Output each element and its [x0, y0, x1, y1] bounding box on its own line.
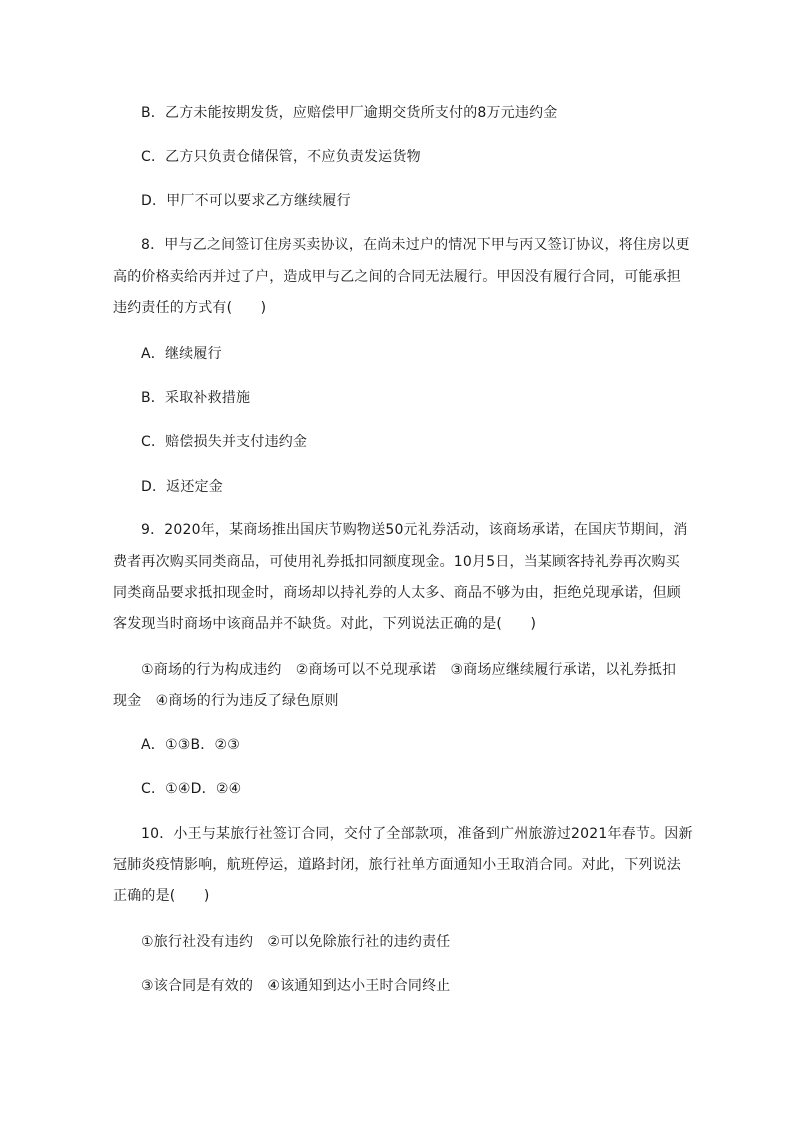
q10-statements-line-1: ①旅行社没有违约 ②可以免除旅行社的违约责任	[141, 934, 451, 950]
q8-option-b: B．采取补救措施	[141, 390, 251, 406]
q10-stem-line-3: 正确的是( )	[113, 888, 210, 904]
q9-options-ab: A．①③B．②③	[141, 737, 240, 753]
q7-option-c: C．乙方只负责仓储保管，不应负责发运货物	[141, 149, 421, 165]
q9-options-cd: C．①④D．②④	[141, 781, 242, 797]
q10-stem-line-2: 冠肺炎疫情影响，航班停运，道路封闭，旅行社单方面通知小王取消合同。对此，下列说法	[113, 857, 681, 873]
q9-statements-line-2: 现金 ④商场的行为违反了绿色原则	[113, 693, 339, 709]
q8-option-a: A．继续履行	[141, 346, 222, 362]
q8-option-d: D．返还定金	[141, 479, 223, 495]
q8-stem-line-1: 8．甲与乙之间签订住房买卖协议，在尚未过户的情况下甲与丙又签订协议，将住房以更	[141, 237, 690, 253]
q10-stem-line-1: 10．小王与某旅行社签订合同，交付了全部款项，准备到广州旅游过2021年春节。因新	[141, 826, 693, 842]
q9-statements-line-1: ①商场的行为构成违约 ②商场可以不兑现承诺 ③商场应继续履行承诺，以礼券抵扣	[141, 662, 677, 678]
q9-stem-line-3: 同类商品要求抵扣现金时，商场却以持礼券的人太多、商品不够为由，拒绝兑现承诺，但顾	[113, 585, 681, 601]
q8-option-c: C．赔偿损失并支付违约金	[141, 434, 308, 450]
q8-stem-line-3: 违约责任的方式有( )	[113, 300, 267, 316]
q9-stem-line-4: 客发现当时商场中该商品并不缺货。对此，下列说法正确的是( )	[113, 616, 537, 632]
q8-stem-line-2: 高的价格卖给丙并过了户，造成甲与乙之间的合同无法履行。甲因没有履行合同，可能承担	[113, 269, 681, 285]
q9-stem-line-2: 费者再次购买同类商品，可使用礼券抵扣同额度现金。10月5日，当某顾客持礼券再次购买	[113, 554, 680, 570]
q9-stem-line-1: 9．2020年，某商场推出国庆节购物送50元礼券活动，该商场承诺，在国庆节期间，消	[141, 522, 688, 538]
q7-option-b: B．乙方未能按期发货，应赔偿甲厂逾期交货所支付的8万元违约金	[141, 105, 558, 121]
q7-option-d: D．甲厂不可以要求乙方继续履行	[141, 193, 351, 209]
q10-statements-line-2: ③该合同是有效的 ④该通知到达小王时合同终止	[141, 978, 451, 994]
